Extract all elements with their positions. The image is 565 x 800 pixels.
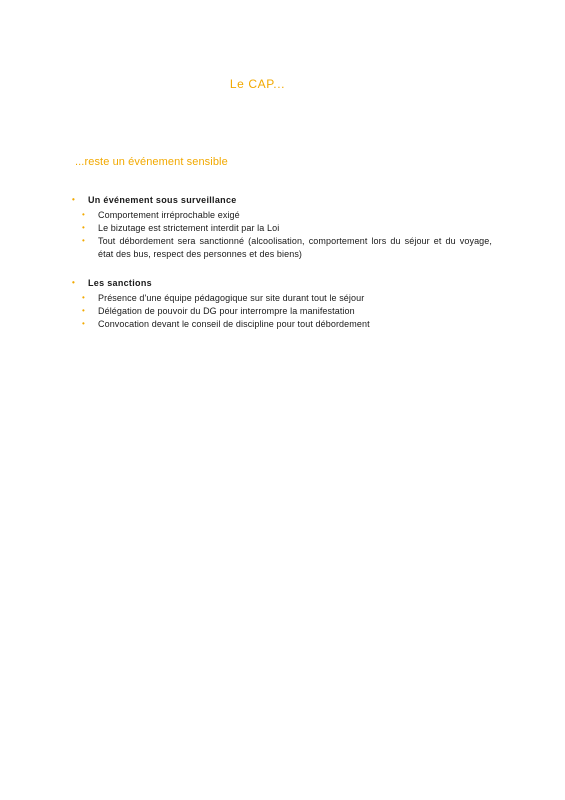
list-item <box>82 235 492 261</box>
list-item-text: Le bizutage est strictement interdit par la Loi <box>98 223 280 233</box>
list-item-text: Délégation de pouvoir du DG pour interrompre la manifestation <box>98 306 355 316</box>
list-item-text: Tout débordement sera sanctionné (alcoolisation, comportement lors du séjour et du voyage, état des bus, respect des personnes et des biens) <box>98 236 492 259</box>
section-heading-row <box>72 277 492 289</box>
section-items <box>72 292 492 331</box>
list-item <box>82 222 492 235</box>
bullet-icon: • <box>72 195 76 204</box>
bullet-icon: • <box>82 236 85 245</box>
section-surveillance <box>72 194 492 261</box>
bullet-icon: • <box>72 278 76 287</box>
list-item-text: Présence d'une équipe pédagogique sur site durant tout le séjour <box>98 293 365 303</box>
bullet-icon: • <box>82 306 85 315</box>
list-item <box>82 318 492 331</box>
section-items <box>72 209 492 261</box>
section-heading: Un événement sous surveillance <box>88 195 237 205</box>
page-title: Le CAP... <box>229 77 286 91</box>
list-item-text: Comportement irréprochable exigé <box>98 210 240 220</box>
page-subtitle: ...reste un événement sensible <box>75 156 228 168</box>
section-sanctions <box>72 277 492 331</box>
bullet-icon: • <box>82 223 85 232</box>
list-item-text: Convocation devant le conseil de discipline pour tout débordement <box>98 319 370 329</box>
bullet-icon: • <box>82 319 85 328</box>
bullet-icon: • <box>82 293 85 302</box>
list-item <box>82 305 492 318</box>
list-item <box>82 209 492 222</box>
section-heading-row <box>72 194 492 206</box>
section-heading: Les sanctions <box>88 278 152 288</box>
bullet-icon: • <box>82 210 85 219</box>
list-item <box>82 292 492 305</box>
